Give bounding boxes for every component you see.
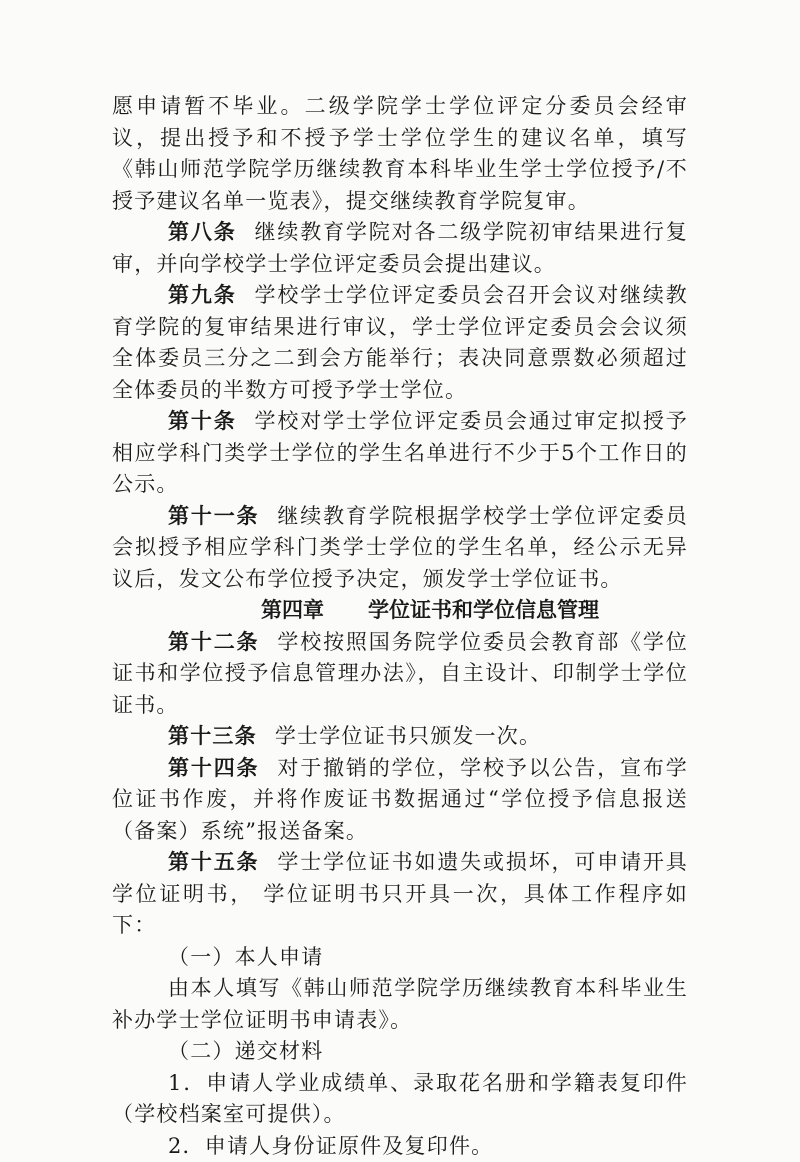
article-15 — [112, 847, 688, 942]
continuation-paragraph: 愿申请暂不毕业。二级学院学士学位评定分委员会经审议，提出授予和不授予学士学位学生的建议名单，填写《韩山师范学院学历继续教育本科毕业生学士学位授予/不授予建议名单一览表》，提交继续教育学院复审。 — [112, 91, 688, 217]
article-text: 学校学士学位评定委员会召开会议对继续教育学院的复审结果进行审议，学士学位评定委员会会议须全体委员三分之二到会方能举行；表决同意票数必须超过全体委员的半数方可授予学士学位。 — [112, 283, 688, 402]
article-text: 继续教育学院根据学校学士学位评定委员会拟授予相应学科门类学士学位的学生名单，经公示无异议后，发文公布学位授予决定，颁发学士学位证书。 — [112, 504, 688, 591]
article-9 — [112, 280, 688, 406]
chapter-heading — [112, 595, 688, 627]
article-13 — [112, 721, 688, 753]
article-label: 第十三条 — [168, 724, 257, 748]
article-11 — [112, 501, 688, 596]
article-label: 第十一条 — [168, 504, 259, 528]
step1-heading: （一）本人申请 — [112, 942, 688, 974]
article-text: 学校按照国务院学位委员会教育部《学位证书和学位授予信息管理办法》，自主设计、印制学士学位证书。 — [112, 630, 688, 717]
article-14 — [112, 753, 688, 848]
article-label: 第十条 — [168, 409, 237, 433]
chapter-title: 学位证书和学位信息管理 — [368, 598, 599, 622]
article-label: 第十五条 — [168, 850, 259, 874]
article-label: 第十四条 — [168, 756, 259, 780]
article-label: 第九条 — [168, 283, 237, 307]
article-text: 学士学位证书只颁发一次。 — [275, 724, 541, 748]
article-text: 学校对学士学位评定委员会通过审定拟授予相应学科门类学士学位的学生名单进行不少于5个工作日的公示。 — [112, 409, 688, 496]
article-text: 学士学位证书如遗失或损坏，可申请开具学位证明书， 学位证明书只开具一次，具体工作程序如下： — [112, 850, 688, 937]
chapter-number: 第四章 — [261, 598, 324, 622]
material-item-2: 2．申请人身份证原件及复印件。 — [112, 1131, 688, 1162]
step2-heading: （二）递交材料 — [112, 1036, 688, 1068]
article-label: 第十二条 — [168, 630, 259, 654]
article-8 — [112, 217, 688, 280]
article-12 — [112, 627, 688, 722]
article-text: 对于撤销的学位，学校予以公告，宣布学位证书作废，并将作废证书数据通过“学位授予信息报送（备案）系统”报送备案。 — [112, 756, 688, 843]
step1-text: 由本人填写《韩山师范学院学历继续教育本科毕业生补办学士学位证明书申请表》。 — [112, 973, 688, 1036]
material-item-1: 1．申请人学业成绩单、录取花名册和学籍表复印件（学校档案室可提供）。 — [112, 1068, 688, 1131]
article-label: 第八条 — [168, 220, 237, 244]
article-10 — [112, 406, 688, 501]
article-text: 继续教育学院对各二级学院初审结果进行复审，并向学校学士学位评定委员会提出建议。 — [112, 220, 688, 276]
